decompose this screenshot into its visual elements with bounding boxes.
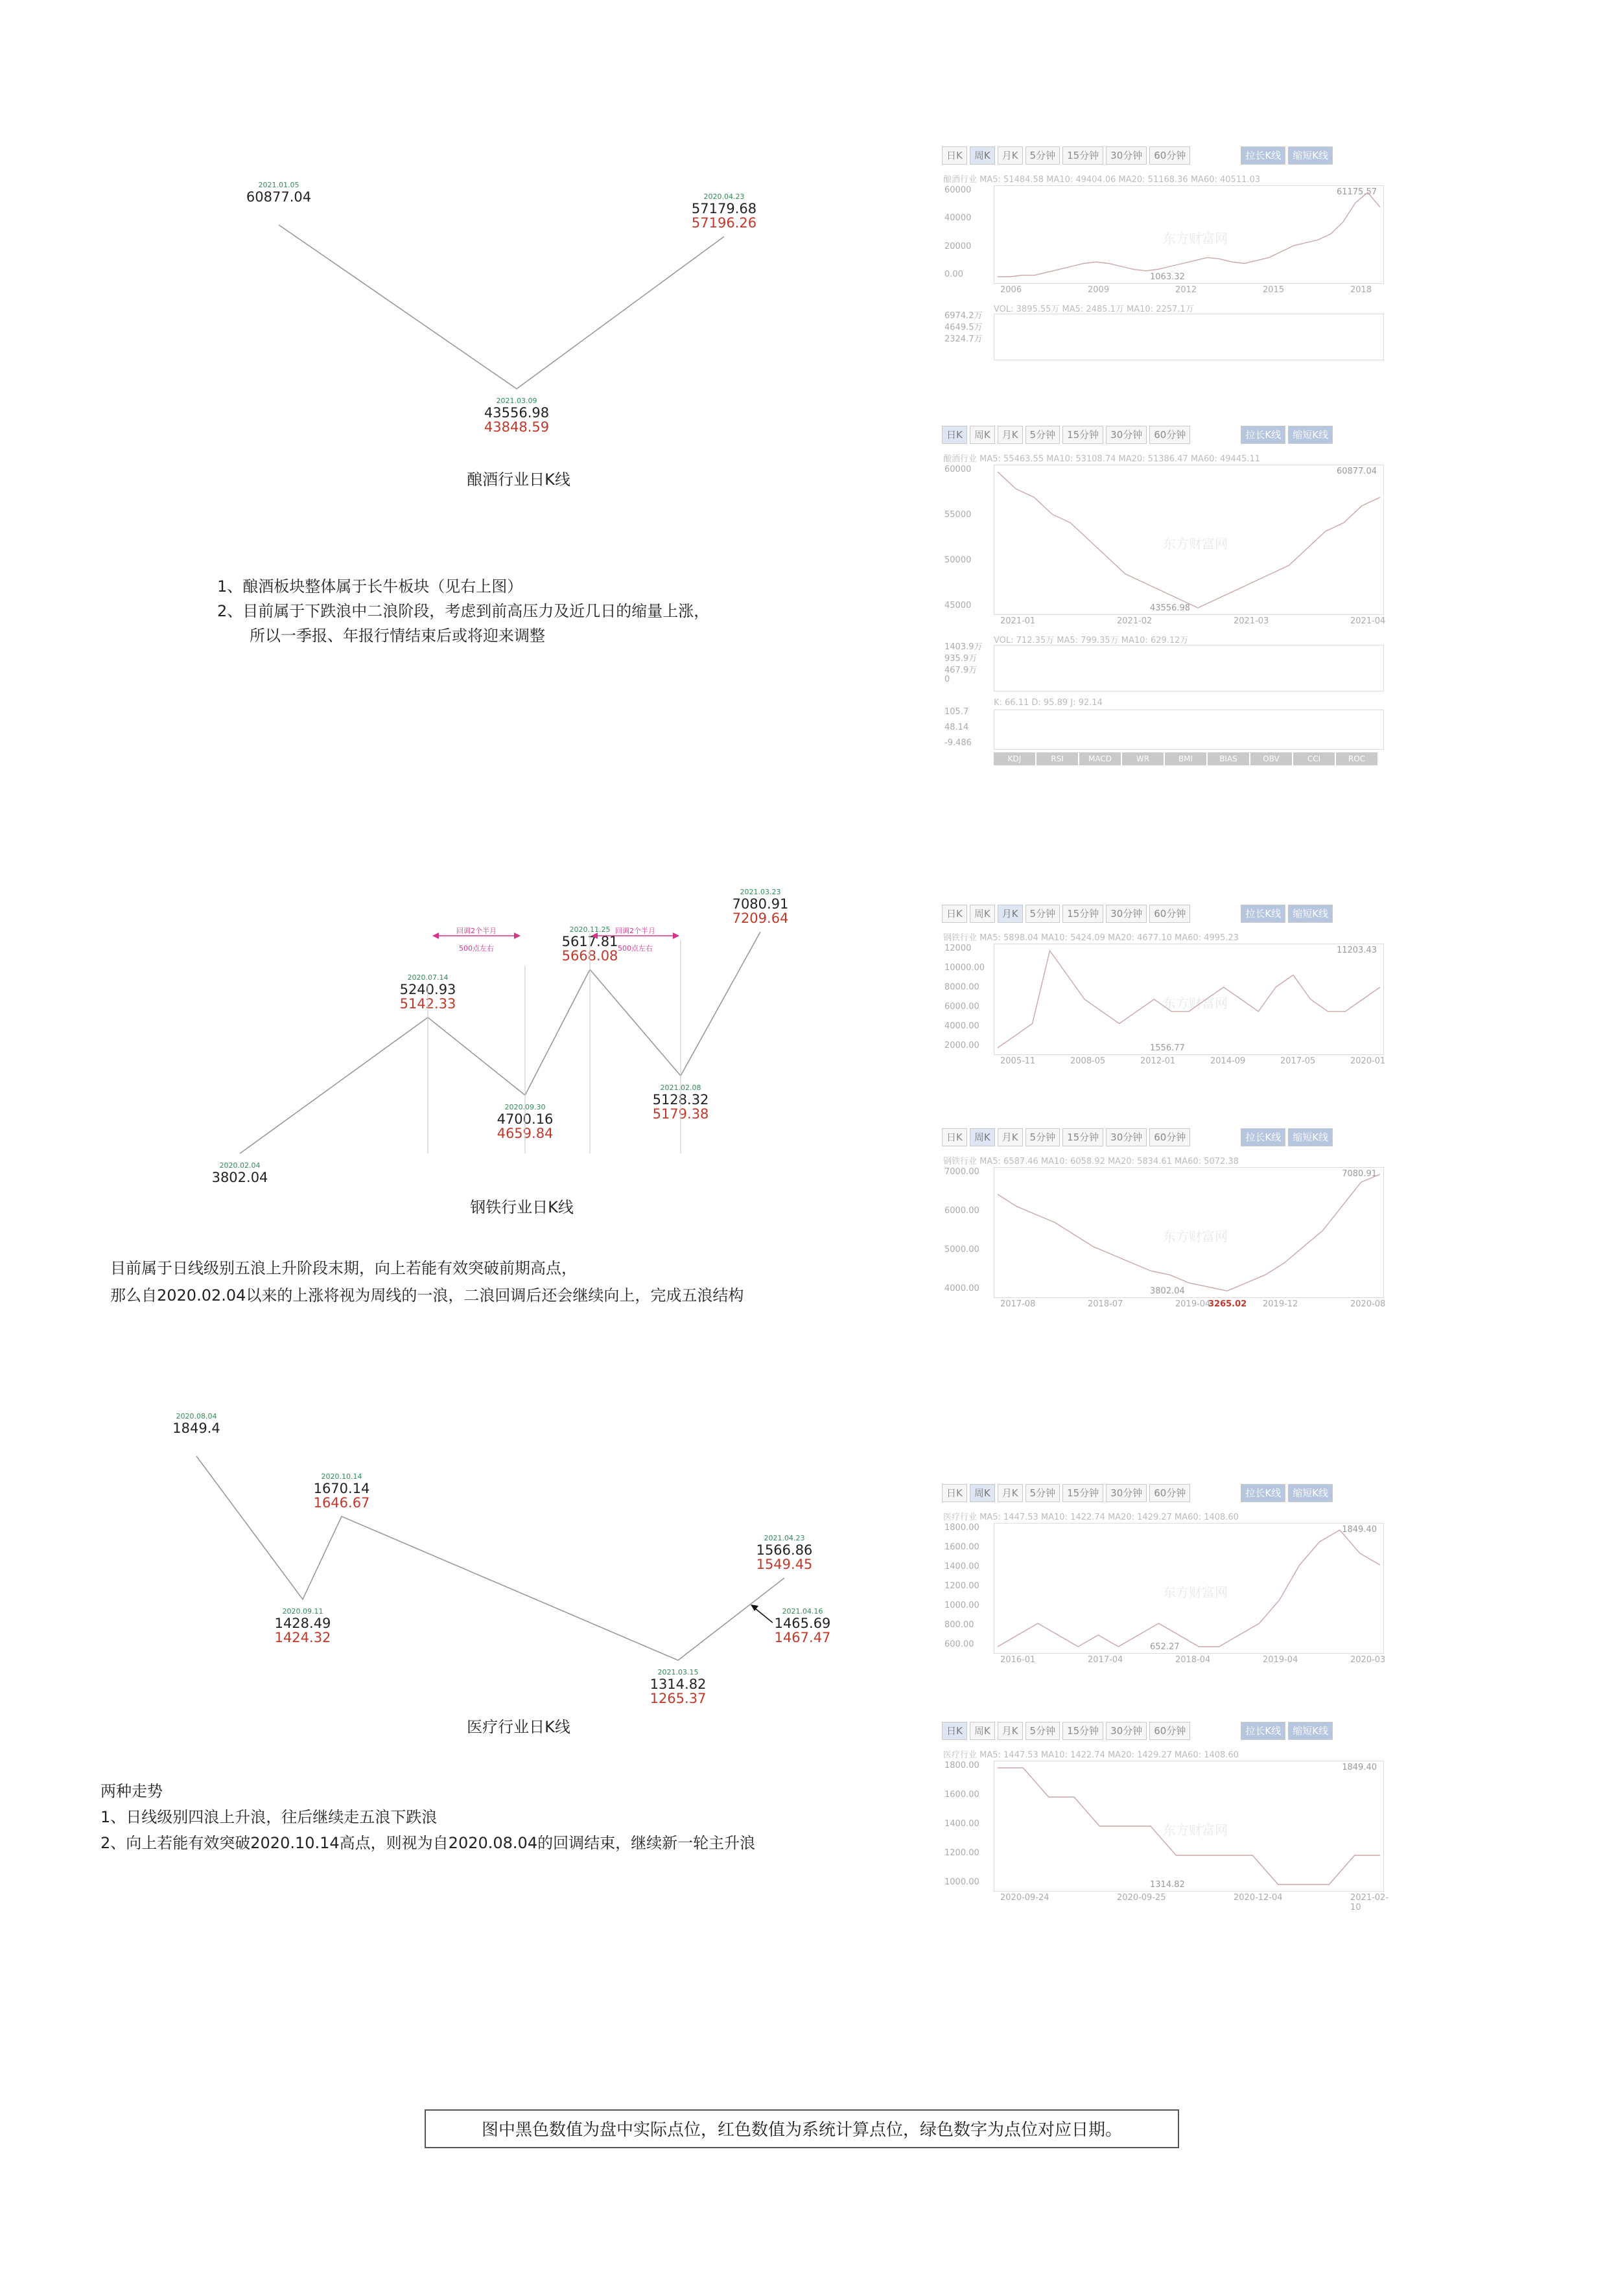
steel-annotation-text: 回调2个半月 bbox=[456, 927, 497, 935]
tab-2[interactable]: 月K bbox=[998, 905, 1023, 923]
watermark: 东方财富网 bbox=[1163, 536, 1228, 551]
steel-annotation-text: 500点左右 bbox=[618, 944, 653, 953]
medical-point-actual: 1670.14 bbox=[313, 1481, 370, 1496]
stock-chart-1 bbox=[942, 426, 1389, 763]
medical-point-date: 2021.04.23 bbox=[764, 1534, 805, 1542]
stock-x-tick: 2017-08 bbox=[1000, 1299, 1036, 1309]
indicator-tick: -9.486 bbox=[944, 738, 972, 748]
stock-price-line bbox=[994, 944, 1383, 1054]
stock-x-tick: 2020-08 bbox=[1350, 1299, 1386, 1309]
indicator-tab-8[interactable]: ROC bbox=[1336, 752, 1377, 765]
lengthen-kline-button[interactable]: 拉长K线 bbox=[1241, 1484, 1285, 1502]
stock-chart-5 bbox=[942, 1722, 1389, 1910]
medical-extra-actual: 1465.69 bbox=[774, 1616, 831, 1631]
tab-6[interactable]: 60分钟 bbox=[1149, 1484, 1190, 1502]
volume-tick: 0 bbox=[944, 675, 950, 684]
medical-note-1: 两种走势 bbox=[100, 1782, 163, 1800]
medical-point-calc: 1424.32 bbox=[274, 1630, 331, 1645]
stock-price-panel bbox=[994, 465, 1384, 615]
stock-y-tick: 4000.00 bbox=[944, 1284, 979, 1293]
stock-x-tick: 2005-11 bbox=[1000, 1056, 1036, 1066]
lengthen-kline-button[interactable]: 拉长K线 bbox=[1241, 426, 1285, 444]
indicator-tab-0[interactable]: KDJ bbox=[994, 752, 1035, 765]
stock-legend: 酿酒行业 MA5: 51484.58 MA10: 49404.06 MA20: 51168.36 MA60: 40511.03 bbox=[943, 175, 1261, 185]
shorten-kline-button[interactable]: 缩短K线 bbox=[1288, 1484, 1333, 1502]
stock-x-tick: 2021-01 bbox=[1000, 616, 1036, 626]
stock-low-label: 43556.98 bbox=[1150, 603, 1191, 613]
wave-chart-steel bbox=[0, 875, 908, 1185]
medical-point-calc: 1265.37 bbox=[650, 1691, 707, 1706]
stock-x-tick: 2018-07 bbox=[1088, 1299, 1123, 1309]
tab-5[interactable]: 30分钟 bbox=[1106, 426, 1147, 444]
tab-5[interactable]: 30分钟 bbox=[1106, 1484, 1147, 1502]
wave-chart-liquor bbox=[0, 0, 908, 467]
volume-panel bbox=[994, 314, 1384, 360]
stock-price-line bbox=[994, 1761, 1383, 1891]
lengthen-kline-button[interactable]: 拉长K线 bbox=[1241, 1722, 1285, 1740]
volume-tick: 467.9万 bbox=[944, 666, 978, 675]
stock-x-tick: 2016-01 bbox=[1000, 1655, 1036, 1665]
stock-price-line bbox=[994, 186, 1383, 283]
tab-0[interactable]: 日K bbox=[942, 146, 967, 165]
liquor-point-actual: 43556.98 bbox=[484, 405, 550, 421]
liquor-note-1: 1、酿酒板块整体属于长牛板块（见右上图） bbox=[217, 577, 523, 596]
tab-4[interactable]: 15分钟 bbox=[1062, 905, 1103, 923]
watermark: 东方财富网 bbox=[1163, 1822, 1228, 1838]
stock-y-tick: 8000.00 bbox=[944, 982, 979, 992]
stock-kline bbox=[998, 1768, 1380, 1884]
tab-5[interactable]: 30分钟 bbox=[1106, 1722, 1147, 1740]
stock-price-panel bbox=[994, 1523, 1384, 1654]
medical-point-date: 2020.10.14 bbox=[321, 1472, 362, 1481]
volume-tick: 1403.9万 bbox=[944, 642, 983, 652]
stock-x-tick: 2021-03 bbox=[1234, 616, 1269, 626]
stock-legend: 钢铁行业 MA5: 5898.04 MA10: 5424.09 MA20: 4677.10 MA60: 4995.23 bbox=[943, 933, 1239, 943]
tab-3[interactable]: 5分钟 bbox=[1025, 1128, 1060, 1146]
steel-note-2: 那么自2020.02.04以来的上涨将视为周线的一浪，二浪回调后还会继续向上，完成五浪结构 bbox=[110, 1286, 744, 1305]
indicator-tab-2[interactable]: MACD bbox=[1079, 752, 1121, 765]
tab-6[interactable]: 60分钟 bbox=[1149, 426, 1190, 444]
indicator-legend: K: 66.11 D: 95.89 J: 92.14 bbox=[994, 698, 1103, 708]
indicator-tab-1[interactable]: RSI bbox=[1037, 752, 1078, 765]
indicator-tab-6[interactable]: OBV bbox=[1250, 752, 1292, 765]
indicator-tabs bbox=[994, 752, 1377, 765]
lengthen-kline-button[interactable]: 拉长K线 bbox=[1241, 905, 1285, 923]
stock-x-tick: 2006 bbox=[1000, 285, 1022, 295]
tab-2[interactable]: 月K bbox=[998, 426, 1023, 444]
liquor-point-date: 2021.03.09 bbox=[496, 397, 537, 405]
tab-3[interactable]: 5分钟 bbox=[1025, 905, 1060, 923]
volume-legend: VOL: 3895.55万 MA5: 2485.1万 MA10: 2257.1万 bbox=[994, 305, 1194, 314]
tab-0[interactable]: 日K bbox=[942, 426, 967, 444]
stock-legend: 医疗行业 MA5: 1447.53 MA10: 1422.74 MA20: 1429.27 MA60: 1408.60 bbox=[943, 1750, 1239, 1760]
indicator-panel bbox=[994, 710, 1384, 750]
liquor-point-date: 2020.04.23 bbox=[703, 192, 745, 201]
toolbar-spacer bbox=[1193, 1484, 1238, 1502]
liquor-point-calc: 57196.26 bbox=[691, 215, 757, 231]
steel-point-actual: 4700.16 bbox=[497, 1111, 554, 1127]
stock-x-tick: 2017-04 bbox=[1088, 1655, 1123, 1665]
stock-price-line bbox=[994, 1168, 1383, 1297]
stock-x-tick: 2012 bbox=[1175, 285, 1197, 295]
stock-kline bbox=[998, 951, 1380, 1048]
liquor-chart-title: 酿酒行业日K线 bbox=[467, 470, 570, 489]
stock-kline bbox=[998, 472, 1380, 608]
liquor-point-calc: 43848.59 bbox=[484, 419, 550, 435]
tab-1[interactable]: 周K bbox=[970, 1128, 995, 1146]
medical-point-actual: 1849.4 bbox=[172, 1421, 220, 1436]
steel-point-date: 2021.03.23 bbox=[740, 888, 781, 896]
tab-3[interactable]: 5分钟 bbox=[1025, 1722, 1060, 1740]
stock-chart-2 bbox=[942, 905, 1389, 1073]
stock-chart-4 bbox=[942, 1484, 1389, 1672]
stock-peak-label: 1849.40 bbox=[1342, 1763, 1377, 1772]
stock-y-tick: 1200.00 bbox=[944, 1848, 979, 1858]
medical-point-calc: 1646.67 bbox=[313, 1495, 370, 1511]
steel-point-calc: 5142.33 bbox=[399, 996, 456, 1012]
stock-legend: 医疗行业 MA5: 1447.53 MA10: 1422.74 MA20: 1429.27 MA60: 1408.60 bbox=[943, 1513, 1239, 1522]
stock-y-tick: 60000 bbox=[944, 465, 972, 474]
shorten-kline-button[interactable]: 缩短K线 bbox=[1288, 1722, 1333, 1740]
indicator-tab-5[interactable]: BIAS bbox=[1208, 752, 1249, 765]
steel-point-date: 2021.02.08 bbox=[660, 1084, 701, 1092]
stock-y-tick: 0.00 bbox=[944, 270, 963, 279]
stock-peak-label: 1849.40 bbox=[1342, 1525, 1377, 1535]
medical-point-date: 2020.08.04 bbox=[176, 1412, 217, 1421]
tab-4[interactable]: 15分钟 bbox=[1062, 426, 1103, 444]
tab-0[interactable]: 日K bbox=[942, 1128, 967, 1146]
volume-tick: 4649.5万 bbox=[944, 323, 983, 332]
shorten-kline-button[interactable]: 缩短K线 bbox=[1288, 1128, 1333, 1146]
stock-x-tick: 2019-04 bbox=[1175, 1299, 1211, 1309]
stock-y-tick: 1400.00 bbox=[944, 1562, 979, 1571]
steel-note-1: 目前属于日线级别五浪上升阶段末期，向上若能有效突破前期高点， bbox=[110, 1259, 577, 1277]
liquor-point-actual: 60877.04 bbox=[246, 189, 312, 205]
stock-peak-label: 11203.43 bbox=[1336, 945, 1377, 955]
stock-y-tick: 12000 bbox=[944, 944, 972, 953]
toolbar-spacer bbox=[1193, 1722, 1238, 1740]
stock-x-tick: 2020-01 bbox=[1350, 1056, 1386, 1066]
toolbar-spacer bbox=[1193, 1128, 1238, 1146]
tab-5[interactable]: 30分钟 bbox=[1106, 905, 1147, 923]
stock-y-tick: 1600.00 bbox=[944, 1542, 979, 1552]
stock-x-tick: 2019-12 bbox=[1263, 1299, 1298, 1309]
stock-kline bbox=[998, 1530, 1380, 1647]
tab-6[interactable]: 60分钟 bbox=[1149, 146, 1190, 165]
shorten-kline-button[interactable]: 缩短K线 bbox=[1288, 905, 1333, 923]
indicator-tab-4[interactable]: BMI bbox=[1165, 752, 1206, 765]
steel-point-calc: 5668.08 bbox=[561, 948, 618, 964]
stock-price-panel bbox=[994, 185, 1384, 284]
toolbar-spacer bbox=[1193, 905, 1238, 923]
steel-point-calc: 7209.64 bbox=[732, 910, 789, 926]
stock-kline bbox=[998, 192, 1380, 277]
tab-1[interactable]: 周K bbox=[970, 1722, 995, 1740]
stock-x-tick: 2020-09-24 bbox=[1000, 1893, 1049, 1903]
stock-x-tick: 2009 bbox=[1088, 285, 1110, 295]
stock-y-tick: 60000 bbox=[944, 185, 972, 195]
stock-x-tick: 2021-02-10 bbox=[1350, 1893, 1389, 1912]
shorten-kline-button[interactable]: 缩短K线 bbox=[1288, 426, 1333, 444]
stock-x-tick: 2017-05 bbox=[1280, 1056, 1316, 1066]
stock-chart-0 bbox=[942, 146, 1389, 344]
stock-x-tick: 2012-01 bbox=[1140, 1056, 1176, 1066]
medical-extra-calc: 1467.47 bbox=[774, 1630, 831, 1645]
stock-x-tick: 2019-04 bbox=[1263, 1655, 1298, 1665]
tab-2[interactable]: 月K bbox=[998, 1722, 1023, 1740]
tab-1[interactable]: 周K bbox=[970, 1484, 995, 1502]
liquor-note-2: 2、目前属于下跌浪中二浪阶段，考虑到前高压力及近几日的缩量上涨， bbox=[217, 602, 710, 620]
indicator-tab-3[interactable]: WR bbox=[1122, 752, 1164, 765]
watermark: 东方财富网 bbox=[1163, 1229, 1228, 1244]
stock-y-tick: 45000 bbox=[944, 601, 972, 610]
tab-3[interactable]: 5分钟 bbox=[1025, 426, 1060, 444]
stock-y-tick: 7000.00 bbox=[944, 1167, 979, 1177]
stock-toolbar bbox=[942, 1722, 1333, 1740]
steel-point-date: 2020.07.14 bbox=[407, 973, 449, 982]
stock-x-tick: 2020-03 bbox=[1350, 1655, 1386, 1665]
tab-5[interactable]: 30分钟 bbox=[1106, 1128, 1147, 1146]
stock-toolbar bbox=[942, 426, 1333, 444]
indicator-tab-7[interactable]: CCI bbox=[1293, 752, 1335, 765]
stock-toolbar bbox=[942, 905, 1333, 923]
medical-note-3: 2、向上若能有效突破2020.10.14高点，则视为自2020.08.04的回调结束，继续新一轮主升浪 bbox=[100, 1834, 756, 1852]
stock-low-label: 1556.77 bbox=[1150, 1043, 1185, 1053]
tab-4[interactable]: 15分钟 bbox=[1062, 1484, 1103, 1502]
steel-annotation-text: 500点左右 bbox=[459, 944, 494, 953]
volume-tick: 2324.7万 bbox=[944, 334, 983, 344]
volume-tick: 935.9万 bbox=[944, 654, 978, 664]
stock-x-tick: 2021-04 bbox=[1350, 616, 1386, 626]
medical-chart-title: 医疗行业日K线 bbox=[467, 1718, 570, 1736]
liquor-point-actual: 57179.68 bbox=[691, 201, 757, 216]
stock-y-tick: 6000.00 bbox=[944, 1002, 979, 1012]
stock-low-label: 3802.04 bbox=[1150, 1286, 1185, 1296]
steel-point-date: 2020.02.04 bbox=[219, 1161, 261, 1170]
liquor-wave-line bbox=[279, 225, 724, 389]
stock-x-tick: 2021-02 bbox=[1117, 616, 1153, 626]
wave-chart-medical bbox=[0, 1412, 908, 1706]
stock-y-tick: 1400.00 bbox=[944, 1819, 979, 1829]
tab-1[interactable]: 周K bbox=[970, 905, 995, 923]
stock-peak-label: 61175.57 bbox=[1336, 187, 1377, 197]
stock-y-tick: 1800.00 bbox=[944, 1523, 979, 1533]
indicator-tick: 48.14 bbox=[944, 723, 969, 732]
watermark: 东方财富网 bbox=[1163, 995, 1228, 1011]
medical-point-calc: 1549.45 bbox=[756, 1557, 813, 1572]
tab-6[interactable]: 60分钟 bbox=[1149, 905, 1190, 923]
tab-6[interactable]: 60分钟 bbox=[1149, 1722, 1190, 1740]
steel-point-date: 2020.09.30 bbox=[504, 1103, 546, 1111]
steel-point-calc: 5179.38 bbox=[652, 1106, 709, 1122]
stock-y-tick: 6000.00 bbox=[944, 1206, 979, 1216]
stock-x-tick: 2020-12-04 bbox=[1234, 1893, 1283, 1903]
stock-y-tick: 1600.00 bbox=[944, 1790, 979, 1800]
stock-y-tick: 2000.00 bbox=[944, 1041, 979, 1050]
medical-point-actual: 1566.86 bbox=[756, 1542, 813, 1558]
steel-point-actual: 5240.93 bbox=[399, 982, 456, 997]
stock-y-tick: 1000.00 bbox=[944, 1877, 979, 1887]
stock-y-tick: 5000.00 bbox=[944, 1245, 979, 1255]
stock-x-tick: 2008-05 bbox=[1070, 1056, 1106, 1066]
tab-5[interactable]: 30分钟 bbox=[1106, 146, 1147, 165]
stock-x-tick: 2018-04 bbox=[1175, 1655, 1211, 1665]
stock-y-tick: 40000 bbox=[944, 213, 972, 224]
tab-6[interactable]: 60分钟 bbox=[1149, 1128, 1190, 1146]
stock-kline bbox=[998, 1174, 1380, 1291]
stock-price-panel bbox=[994, 1761, 1384, 1892]
watermark: 东方财富网 bbox=[1163, 231, 1228, 246]
volume-panel bbox=[994, 645, 1384, 691]
liquor-point-date: 2021.01.05 bbox=[258, 181, 299, 189]
stock-low-label: 1314.82 bbox=[1150, 1880, 1185, 1890]
indicator-tick: 105.7 bbox=[944, 707, 969, 717]
stock-y-tick: 50000 bbox=[944, 555, 972, 565]
stock-chart-3 bbox=[942, 1128, 1389, 1316]
stock-y-tick: 10000.00 bbox=[944, 963, 985, 973]
tab-2[interactable]: 月K bbox=[998, 1484, 1023, 1502]
medical-point-actual: 1314.82 bbox=[650, 1676, 707, 1692]
tab-4[interactable]: 15分钟 bbox=[1062, 1722, 1103, 1740]
lengthen-kline-button[interactable]: 拉长K线 bbox=[1241, 146, 1285, 165]
lengthen-kline-button[interactable]: 拉长K线 bbox=[1241, 1128, 1285, 1146]
medical-note-2: 1、日线级别四浪上升浪，往后继续走五浪下跌浪 bbox=[100, 1808, 438, 1826]
tab-0[interactable]: 日K bbox=[942, 1722, 967, 1740]
toolbar-spacer bbox=[1193, 146, 1238, 165]
tab-2[interactable]: 月K bbox=[998, 146, 1023, 165]
stock-legend: 酿酒行业 MA5: 55463.55 MA10: 53108.74 MA20: 51386.47 MA60: 49445.11 bbox=[943, 454, 1261, 464]
stock-x-tick: 2020-09-25 bbox=[1117, 1893, 1166, 1903]
steel-chart-title: 钢铁行业日K线 bbox=[470, 1198, 574, 1216]
stock-legend: 钢铁行业 MA5: 6587.46 MA10: 6058.92 MA20: 5834.61 MA60: 5072.38 bbox=[943, 1157, 1239, 1166]
stock-y-tick: 1200.00 bbox=[944, 1581, 979, 1591]
stock-x-tick: 2018 bbox=[1350, 285, 1372, 295]
medical-extra-date: 2021.04.16 bbox=[782, 1607, 823, 1616]
watermark: 东方财富网 bbox=[1163, 1584, 1228, 1600]
stock-x-tick: 2014-09 bbox=[1210, 1056, 1246, 1066]
stock-toolbar bbox=[942, 1128, 1333, 1146]
tab-0[interactable]: 日K bbox=[942, 1484, 967, 1502]
volume-tick: 6974.2万 bbox=[944, 311, 983, 321]
stock-toolbar bbox=[942, 146, 1333, 165]
steel-point-date: 2020.11.25 bbox=[569, 925, 611, 934]
volume-legend: VOL: 712.35万 MA5: 799.35万 MA10: 629.12万 bbox=[994, 636, 1189, 645]
shorten-kline-button[interactable]: 缩短K线 bbox=[1288, 146, 1333, 165]
stock-y-tick: 800.00 bbox=[944, 1620, 974, 1630]
stock-low-label: 1063.32 bbox=[1150, 272, 1185, 282]
stock-low-label-2: 3265.02 bbox=[1208, 1299, 1247, 1309]
stock-peak-label: 7080.91 bbox=[1342, 1169, 1377, 1179]
stock-price-line bbox=[994, 1524, 1383, 1653]
liquor-note-3: 所以一季报、年报行情结束后或将迎来调整 bbox=[250, 627, 545, 645]
stock-x-tick: 2015 bbox=[1263, 285, 1285, 295]
stock-price-panel bbox=[994, 944, 1384, 1055]
steel-annotation-text: 回调2个半月 bbox=[615, 927, 655, 935]
stock-y-tick: 55000 bbox=[944, 510, 972, 520]
tab-3[interactable]: 5分钟 bbox=[1025, 1484, 1060, 1502]
stock-y-tick: 1800.00 bbox=[944, 1761, 979, 1770]
steel-point-actual: 5617.81 bbox=[561, 934, 618, 949]
steel-point-actual: 7080.91 bbox=[732, 896, 789, 912]
tab-4[interactable]: 15分钟 bbox=[1062, 146, 1103, 165]
tab-0[interactable]: 日K bbox=[942, 905, 967, 923]
stock-y-tick: 1000.00 bbox=[944, 1601, 979, 1610]
stock-y-tick: 4000.00 bbox=[944, 1021, 979, 1031]
stock-price-line bbox=[994, 465, 1383, 614]
tab-2[interactable]: 月K bbox=[998, 1128, 1023, 1146]
stock-low-label: 652.27 bbox=[1150, 1642, 1180, 1652]
medical-point-actual: 1428.49 bbox=[274, 1616, 331, 1631]
tab-1[interactable]: 周K bbox=[970, 146, 995, 165]
legend-footer: 图中黑色数值为盘中实际点位，红色数值为系统计算点位，绿色数字为点位对应日期。 bbox=[425, 2109, 1179, 2148]
stock-toolbar bbox=[942, 1484, 1333, 1502]
tab-3[interactable]: 5分钟 bbox=[1025, 146, 1060, 165]
steel-point-actual: 3802.04 bbox=[211, 1170, 268, 1185]
medical-point-date: 2020.09.11 bbox=[282, 1607, 323, 1616]
stock-y-tick: 600.00 bbox=[944, 1640, 974, 1649]
stock-peak-label: 60877.04 bbox=[1336, 467, 1377, 476]
tab-1[interactable]: 周K bbox=[970, 426, 995, 444]
toolbar-spacer bbox=[1193, 426, 1238, 444]
medical-point-date: 2021.03.15 bbox=[657, 1668, 699, 1676]
stock-y-tick: 20000 bbox=[944, 241, 972, 251]
steel-point-calc: 4659.84 bbox=[497, 1126, 554, 1141]
steel-point-actual: 5128.32 bbox=[652, 1092, 709, 1107]
tab-4[interactable]: 15分钟 bbox=[1062, 1128, 1103, 1146]
